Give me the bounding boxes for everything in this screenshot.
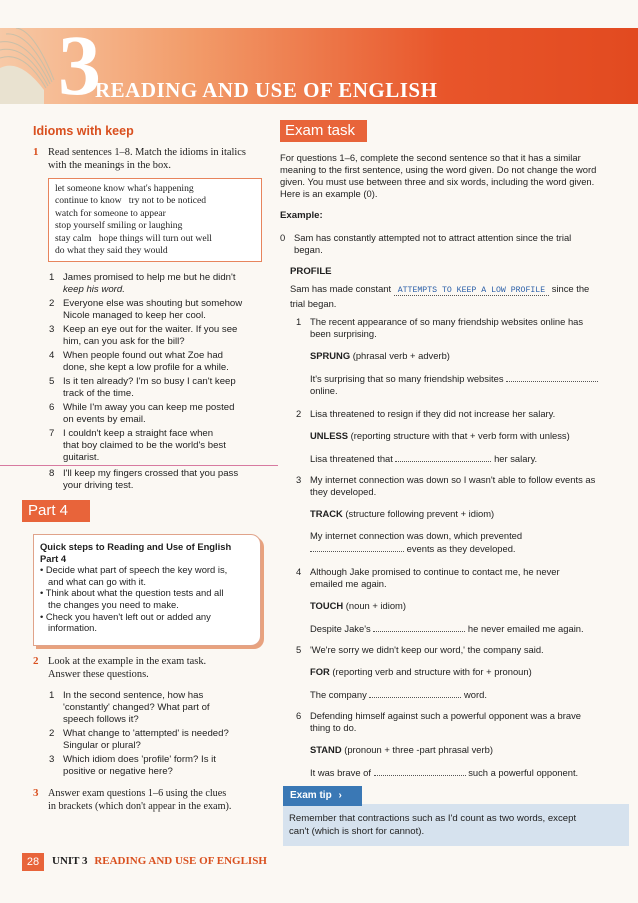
answer-blank[interactable] — [310, 542, 404, 552]
exam-tip-text: can't (which is short for cannot). — [289, 826, 425, 837]
key-word: PROFILE — [290, 266, 332, 277]
answer-prefix: Despite Jake's — [310, 623, 371, 634]
item-text: Sam has constantly attempted not to attract attention since the trial — [294, 232, 572, 243]
meanings-box — [48, 178, 262, 262]
handwritten-answer: ATTEMPTS TO KEEP A LOW PROFILE — [394, 286, 549, 296]
item-text: keep his word. — [63, 284, 125, 295]
key-word-line — [310, 508, 494, 519]
question-text: 'We're sorry we didn't keep our word,' the company said. — [310, 644, 544, 655]
question-number: 6 — [296, 710, 302, 721]
exam-tip-label: Exam tip — [290, 790, 332, 801]
answer-blank[interactable] — [369, 688, 461, 698]
answer-suffix: online. — [310, 385, 338, 396]
answer-suffix: he never emailed me again. — [467, 623, 584, 634]
question-text: Defending himself against such a powerful opponent was a brave — [310, 710, 582, 721]
answer-line — [310, 530, 628, 555]
answer-line-2: trial began. — [290, 298, 337, 309]
item-text: track of the time. — [63, 388, 134, 399]
exercise-1-number: 1 — [33, 146, 39, 158]
key-word-line — [310, 430, 570, 441]
item-text: began. — [294, 244, 323, 255]
exam-tip-box — [283, 804, 629, 846]
item-text: speech follows it? — [63, 714, 139, 725]
example-label: Example: — [280, 210, 323, 221]
item-text: him, can you ask for the bill? — [63, 336, 185, 347]
exercise-3-instruction — [48, 787, 231, 813]
clue: (pronoun + three -part phrasal verb) — [344, 744, 493, 755]
bullet-text: Think about what the question tests and all — [45, 587, 224, 599]
part-4-heading: Part 4 — [22, 500, 90, 522]
instruction-line: For questions 1–6, complete the second sentence so that it has a similar — [280, 152, 581, 163]
item-number: 8 — [49, 468, 55, 479]
divider-line — [0, 465, 278, 466]
meaning-item: do what they said they would — [55, 245, 168, 257]
question-number: 5 — [296, 644, 302, 655]
meaning-item: stop yourself smiling or laughing — [55, 220, 183, 232]
unit-title: READING AND USE OF ENGLISH — [95, 78, 438, 102]
exercise-2-number: 2 — [33, 655, 39, 667]
key-word-line — [310, 350, 450, 361]
answer-line — [310, 372, 628, 397]
instruction-line: given. You must use between three and six words, including the word given. — [280, 176, 595, 187]
item-text: When people found out what Zoe had — [63, 350, 224, 361]
key-word: TRACK — [310, 508, 343, 519]
key-word-line — [310, 600, 406, 611]
exercise-2-instruction — [48, 655, 206, 681]
answer-line — [310, 452, 537, 464]
item-number: 6 — [49, 402, 55, 413]
question-text: thing to do. — [310, 722, 357, 733]
key-word: SPRUNG — [310, 350, 351, 361]
answer-prefix: It's surprising that so many friendship websites — [310, 373, 504, 384]
item-number: 3 — [49, 324, 55, 335]
item-text: guitarist. — [63, 452, 100, 463]
item-text: James promised to help me but he didn't — [63, 272, 236, 283]
meaning-item: continue to know try not to be noticed — [55, 195, 207, 207]
instruction-line: Answer exam questions 1–6 using the clues — [48, 788, 227, 799]
question-number: 4 — [296, 566, 302, 577]
exam-instructions — [280, 152, 630, 200]
item-number: 1 — [49, 272, 55, 283]
clue: (reporting verb and structure with for + pronoun) — [332, 666, 532, 677]
clue: (structure following prevent + idiom) — [345, 508, 495, 519]
item-text: that boy claimed to be the world's best — [63, 440, 226, 451]
item-text: Which idiom does 'profile' form? Is it — [63, 754, 216, 765]
bullet-text: the changes you need to make. — [48, 598, 179, 610]
instruction-line: Here is an example (0). — [280, 188, 378, 199]
answer-line — [310, 688, 487, 700]
answer-blank[interactable] — [373, 622, 465, 632]
answer-suffix: word. — [464, 689, 487, 700]
question-text: Although Jake promised to continue to contact me, he never — [310, 566, 560, 577]
instruction-line: Answer these questions. — [48, 669, 149, 680]
bullet-text: Check you haven't left out or added any — [45, 610, 211, 622]
bullet-item: • Decide what part of speech the key word is, — [40, 564, 228, 576]
exercise-3-number: 3 — [33, 787, 39, 799]
question-text: emailed me again. — [310, 578, 387, 589]
footer-unit — [52, 855, 267, 867]
answer-suffix: events as they developed. — [406, 543, 516, 554]
answer-line — [310, 622, 584, 634]
item-text: positive or negative here? — [63, 766, 173, 777]
bullet-item: • Check you haven't left out or added any — [40, 610, 211, 622]
answer-prefix: The company — [310, 689, 367, 700]
instruction-line: in brackets (which don't appear in the exam). — [48, 801, 232, 812]
footer-unit-label: UNIT 3 — [52, 855, 88, 867]
answer-prefix: It was brave of — [310, 767, 371, 778]
quick-steps-box — [33, 534, 261, 646]
instruction-line: Look at the example in the exam task. — [48, 656, 207, 667]
item-text: on events by email. — [63, 414, 146, 425]
question-text: Lisa threatened to resign if they did not increase her salary. — [310, 408, 556, 419]
item-text: Nicole managed to keep her cool. — [63, 310, 206, 321]
exam-tip-text: Remember that contractions such as I'd count as two words, except — [289, 813, 577, 824]
item-text: done, she kept a low profile for a while. — [63, 362, 229, 373]
bullet-item: • Think about what the question tests and all — [40, 587, 224, 599]
key-word-line — [310, 666, 532, 677]
meaning-item: let someone know what's happening — [55, 183, 194, 194]
chevron-right-icon: › — [338, 790, 342, 801]
item-text: Is it ten already? I'm so busy I can't keep — [63, 376, 236, 387]
item-number: 0 — [280, 232, 286, 243]
answer-blank[interactable] — [395, 452, 491, 462]
bullet-text: information. — [48, 622, 97, 634]
bullet-text: Decide what part of speech the key word is, — [45, 564, 228, 576]
item-text: 'constantly' changed? What part of — [63, 702, 210, 713]
item-text: What change to 'attempted' is needed? — [63, 728, 229, 739]
item-text: In the second sentence, how has — [63, 690, 204, 701]
footer-title: READING AND USE OF ENGLISH — [94, 855, 267, 867]
item-text: Keep an eye out for the waiter. If you see — [63, 324, 238, 335]
example-answer — [290, 282, 630, 310]
meaning-item: stay calm hope things will turn out well — [55, 232, 212, 244]
key-word: UNLESS — [310, 430, 349, 441]
quick-steps-subtitle: Part 4 — [40, 552, 67, 564]
page-number: 28 — [22, 853, 44, 871]
answer-blank[interactable] — [374, 766, 466, 776]
answer-suffix: since the — [551, 283, 590, 294]
clue: (phrasal verb + adverb) — [352, 350, 450, 361]
answer-blank[interactable] — [506, 372, 598, 382]
exam-task-heading: Exam task — [280, 120, 367, 142]
question-text: The recent appearance of so many friendship websites online has — [310, 316, 584, 327]
clue: (noun + idiom) — [345, 600, 406, 611]
item-number: 7 — [49, 428, 55, 439]
item-text: I'll keep my fingers crossed that you pass — [63, 468, 239, 479]
item-number: 4 — [49, 350, 55, 361]
answer-prefix: My internet connection was down, which prevented — [310, 530, 523, 541]
question-text: My internet connection was down so I wasn't able to follow events as — [310, 474, 596, 485]
answer-suffix: her salary. — [494, 453, 538, 464]
item-number: 5 — [49, 376, 55, 387]
key-word: TOUCH — [310, 600, 344, 611]
question-text: been surprising. — [310, 328, 377, 339]
answer-suffix: such a powerful opponent. — [468, 767, 579, 778]
section-title-idioms: Idioms with keep — [33, 124, 134, 138]
key-word: FOR — [310, 666, 330, 677]
exercise-1-instruction: Read sentences 1–8. Match the idioms in italics with the meanings in the box. — [48, 147, 246, 171]
item-number: 2 — [49, 298, 55, 309]
question-number: 1 — [296, 316, 302, 327]
bullet-text: and what can go with it. — [48, 575, 146, 587]
answer-prefix: Lisa threatened that — [310, 453, 393, 464]
answer-line — [310, 766, 578, 778]
item-number: 2 — [49, 728, 55, 739]
item-text: Singular or plural? — [63, 740, 141, 751]
item-text: your driving test. — [63, 480, 134, 491]
item-text: While I'm away you can keep me posted — [63, 402, 235, 413]
meaning-item: watch for someone to appear — [55, 207, 166, 219]
item-number: 3 — [49, 754, 55, 765]
item-text: Everyone else was shouting but somehow — [63, 298, 243, 309]
answer-prefix: Sam has made constant — [290, 283, 392, 294]
quick-steps-title: Quick steps to Reading and Use of English — [40, 541, 232, 552]
clue: (reporting structure with that + verb form with unless) — [350, 430, 570, 441]
instruction-line: meaning to the first sentence, using the word given. Do not change the word — [280, 164, 597, 175]
question-text: they developed. — [310, 486, 377, 497]
question-number: 2 — [296, 408, 302, 419]
unit-number: 3 — [58, 17, 101, 113]
key-word-line — [310, 744, 493, 755]
question-number: 3 — [296, 474, 302, 485]
exam-tip-tab — [283, 786, 362, 806]
item-number: 1 — [49, 690, 55, 701]
key-word: STAND — [310, 744, 342, 755]
item-text: I couldn't keep a straight face when — [63, 428, 214, 439]
